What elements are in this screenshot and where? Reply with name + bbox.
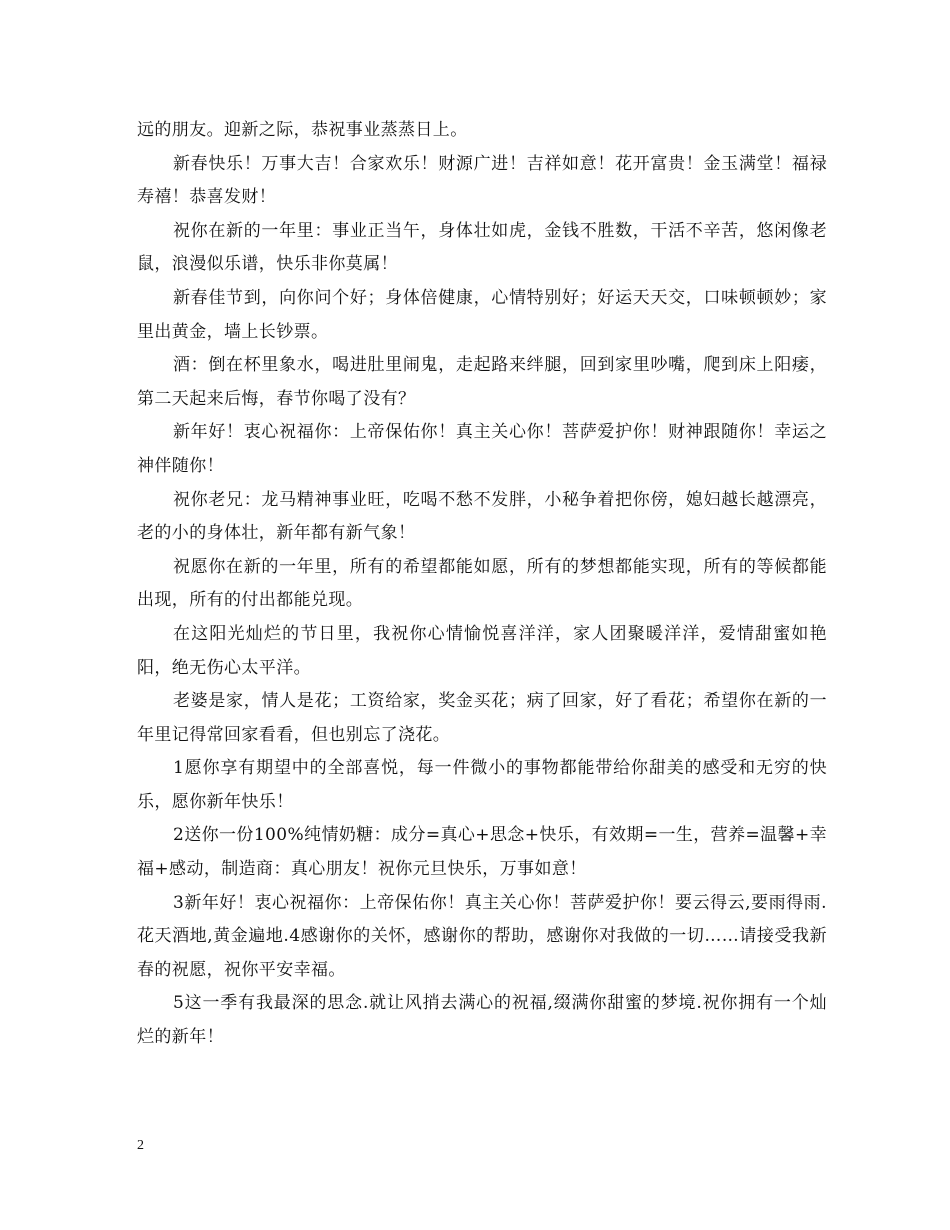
- paragraph: 2送你一份100%纯情奶糖：成分=真心+思念+快乐，有效期=一生，营养=温馨+幸福+感动，制造商：真心朋友！祝你元旦快乐，万事如意！: [137, 825, 827, 880]
- paragraph: 酒：倒在杯里象水，喝进肚里闹鬼，走起路来绊腿，回到家里吵嘴，爬到床上阳痿，第二天起来后悔，春节你喝了没有？: [137, 355, 827, 409]
- paragraph: 祝愿你在新的一年里，所有的希望都能如愿，所有的梦想都能实现，所有的等候都能出现，所有的付出都能兑现。: [137, 556, 827, 611]
- paragraph-continued: 远的朋友。迎新之际，恭祝事业蒸蒸日上。: [137, 120, 468, 140]
- paragraph: 在这阳光灿烂的节日里，我祝你心情愉悦喜洋洋，家人团聚暖洋洋，爱情甜蜜如艳阳，绝无伤心太平洋。: [137, 623, 827, 678]
- paragraph: 1愿你享有期望中的全部喜悦，每一件微小的事物都能带给你甜美的感受和无穷的快乐，愿你新年快乐！: [137, 758, 827, 812]
- paragraph: 祝你在新的一年里：事业正当午，身体壮如虎，金钱不胜数，干活不辛苦，悠闲像老鼠，浪漫似乐谱，快乐非你莫属！: [137, 220, 827, 275]
- paragraph: 新年好！衷心祝福你：上帝保佑你！真主关心你！菩萨爱护你！财神跟随你！幸运之神伴随你！: [137, 422, 827, 476]
- page-number: 2: [137, 1138, 144, 1153]
- paragraph: 祝你老兄：龙马精神事业旺，吃喝不愁不发胖，小秘争着把你傍，媳妇越长越漂亮，老的小的身体壮，新年都有新气象！: [137, 489, 827, 544]
- paragraph: 老婆是家，情人是花；工资给家，奖金买花；病了回家，好了看花；希望你在新的一年里记得常回家看看，但也别忘了浇花。: [137, 691, 827, 745]
- page-body: [137, 114, 827, 1055]
- paragraph: 新春佳节到，向你问个好；身体倍健康，心情特别好；好运天天交，口味顿顿妙；家里出黄金，墙上长钞票。: [137, 287, 827, 342]
- paragraph: 3新年好！衷心祝福你：上帝保佑你！真主关心你！菩萨爱护你！要云得云,要雨得雨.花天酒地,黄金遍地.4感谢你的关怀，感谢你的帮助，感谢你对我做的一切……请接受我新春的祝愿，祝你平安幸福。: [137, 892, 827, 980]
- paragraph: 新春快乐！万事大吉！合家欢乐！财源广进！吉祥如意！花开富贵！金玉满堂！福禄寿禧！恭喜发财！: [137, 153, 827, 208]
- paragraph: 5这一季有我最深的思念.就让风捎去满心的祝福,缀满你甜蜜的梦境.祝你拥有一个灿烂的新年！: [137, 993, 827, 1048]
